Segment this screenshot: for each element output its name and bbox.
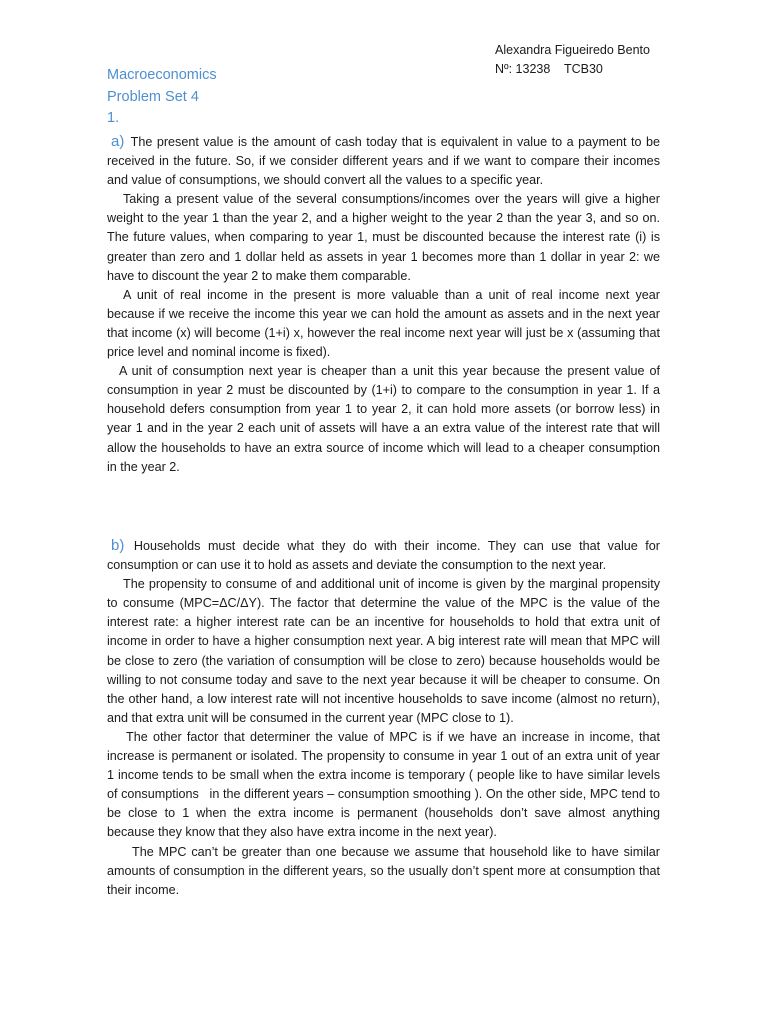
section-b-paragraph-4: The MPC can’t be greater than one because we assume that household like to have similar amounts of consumption in the different years, so the usually don’t spent more at consumption that their income. [107, 844, 660, 897]
section-a-text-1: The present value is the amount of cash today that is equivalent in value to a payment to be received in the future. So, if we consider different years and if we want to compare their incomes and value of consumptions, we should convert all the values to a specific year. [107, 135, 660, 188]
section-a [107, 132, 660, 477]
section-b-paragraph-2: The propensity to consume of and additional unit of income is given by the marginal propensity to consume (MPC=ΔC/ΔY). The factor that determine the value of the MPC is the value of the interest rate: a higher interest rate can be an incentive for households to hold that extra unit of income in order to have a higher consumption next year. A big interest rate will mean that MPC will be close to zero (the variation of consumption will be close to zero) because households would be willing to not consume today and save to the next year because it will be cheaper to consume. On the other hand, a low interest rate will not incentive households to save income (almost no return), and that extra unit will be consumed in the current year (MPC close to 1). [107, 577, 660, 725]
section-b [107, 536, 664, 900]
problem-set-title: Problem Set 4 [107, 88, 199, 105]
section-b-paragraph-1 [107, 536, 660, 575]
section-b-marker: b) [111, 537, 125, 554]
section-b-paragraph-3: The other factor that determiner the value of MPC is if we have an increase in income, that increase is permanent or isolated. The propensity to consume in year 1 out of an extra unit of year 1 income tends to be small when the extra income is temporary ( people like to have similar levels of consumptions in the different years – consumption smoothing ). On the other side, MPC tend to be close to 1 when the extra income is permanent (households don’t save almost anything because they know that they also have extra income in the next year). [107, 729, 664, 840]
section-b-text-1: Households must decide what they do with their income. They can use that value for consumption or can use it to hold as assets and deviate the consumption to the next year. [107, 539, 660, 573]
course-title: Macroeconomics [107, 67, 217, 83]
section-a-marker: a) [111, 133, 125, 150]
author-name: Alexandra Figueiredo Bento [495, 43, 650, 57]
student-info: Nº: 13238 TCB30 [495, 62, 603, 76]
section-a-paragraph-3: A unit of real income in the present is more valuable than a unit of real income next year because if we receive the income this year we can hold the amount as assets and in the next year that income (x) will become (1+i) x, however the real income next year will just be x (assuming that price level and nominal income is fixed). [107, 287, 660, 360]
document-heading [107, 65, 217, 130]
section-a-paragraph-1 [107, 132, 660, 190]
question-number: 1. [107, 110, 120, 126]
section-a-paragraph-4: A unit of consumption next year is cheaper than a unit this year because the present value of consumption in year 2 must be discounted by (1+i) to compare to the consumption in year 1. If a household defers consumption from year 1 to year 2, it can hold more assets (or borrow less) in year 1 and in the year 2 each unit of assets will have a an extra value of the interest rate that will allow the households to have an extra source of income which will lead to a cheaper consumption in the year 2. [107, 364, 660, 474]
author-block [495, 41, 650, 79]
section-a-paragraph-2: Taking a present value of the several consumptions/incomes over the years will give a higher weight to the year 1 than the year 2, and a higher weight to the year 2 than the year 3, and so on. The future values, when comparing to year 1, must be discounted because the interest rate (i) is greater than zero and 1 dollar held as assets in year 1 becomes more than 1 dollar in year 2: we have to discount the year 2 to make them comparable. [107, 192, 660, 283]
